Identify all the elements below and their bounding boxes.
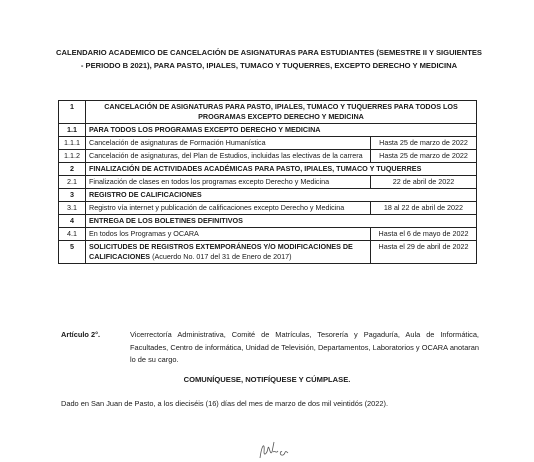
row-number: 1.1.1 bbox=[59, 137, 86, 150]
row-number: 1.1 bbox=[59, 124, 86, 137]
row-number: 2 bbox=[59, 163, 86, 176]
row-date: 22 de abril de 2022 bbox=[371, 176, 477, 189]
row-number: 1 bbox=[59, 101, 86, 124]
article-text: Vicerrectoría Administrativa, Comité de Matrículas, Tesorería y Pagaduría, Aula de Informática, Facultades, Centro de informática, Unidad de Televisión, Departamentos, Laboratorios y OCARA anotaran lo de su cargo. bbox=[130, 330, 479, 365]
row-heading: REGISTRO DE CALIFICACIONES bbox=[86, 189, 477, 202]
row-date: 18 al 22 de abril de 2022 bbox=[371, 202, 477, 215]
row-heading: SOLICITUDES DE REGISTROS EXTEMPORÁNEOS Y/O MODIFICACIONES DE CALIFICACIONES bbox=[89, 242, 353, 261]
table-row bbox=[59, 215, 477, 228]
table-row bbox=[59, 228, 477, 241]
row-description: Cancelación de asignaturas, del Plan de Estudios, incluidas las electivas de la carrera bbox=[86, 150, 371, 163]
closing-statement: COMUNÍQUESE, NOTIFÍQUESE Y CÚMPLASE. bbox=[183, 375, 351, 384]
article-label: Artículo 2°. bbox=[61, 330, 101, 339]
calendar-table bbox=[58, 100, 477, 264]
row-description: En todos los Programas y OCARA bbox=[86, 228, 371, 241]
row-date: Hasta 25 de marzo de 2022 bbox=[371, 137, 477, 150]
signature-icon bbox=[256, 438, 296, 462]
row-description: Registro vía internet y publicación de calificaciones excepto Derecho y Medicina bbox=[86, 202, 371, 215]
row-number: 2.1 bbox=[59, 176, 86, 189]
row-description bbox=[86, 241, 371, 264]
table-row bbox=[59, 202, 477, 215]
table-row bbox=[59, 137, 477, 150]
row-date: Hasta 25 de marzo de 2022 bbox=[371, 150, 477, 163]
table-row bbox=[59, 241, 477, 264]
row-note: (Acuerdo No. 017 del 31 de Enero de 2017) bbox=[152, 252, 292, 261]
row-date: Hasta el 29 de abril de 2022 bbox=[371, 241, 477, 264]
document-title: CALENDARIO ACADEMICO DE CANCELACIÓN DE ASIGNATURAS PARA ESTUDIANTES (SEMESTRE II Y SIGUIENTES - PERIODO B 2021), PARA PASTO, IPIALES, TUMACO Y TUQUERRES, EXCEPTO DERECHO Y MEDICINA bbox=[56, 48, 482, 70]
row-heading: PARA TODOS LOS PROGRAMAS EXCEPTO DERECHO Y MEDICINA bbox=[86, 124, 477, 137]
row-number: 4.1 bbox=[59, 228, 86, 241]
row-date: Hasta el 6 de mayo de 2022 bbox=[371, 228, 477, 241]
row-description: Cancelación de asignaturas de Formación Humanística bbox=[86, 137, 371, 150]
row-number: 3 bbox=[59, 189, 86, 202]
row-number: 1.1.2 bbox=[59, 150, 86, 163]
row-description: Finalización de clases en todos los programas excepto Derecho y Medicina bbox=[86, 176, 371, 189]
article-2 bbox=[61, 329, 479, 367]
table-row bbox=[59, 101, 477, 124]
row-heading: CANCELACIÓN DE ASIGNATURAS PARA PASTO, IPIALES, TUMACO Y TUQUERRES PARA TODOS LOS PROGRAMAS EXCEPTO DERECHO Y MEDICINA bbox=[86, 101, 477, 124]
table-row bbox=[59, 150, 477, 163]
row-number: 4 bbox=[59, 215, 86, 228]
table-row bbox=[59, 189, 477, 202]
dado-statement: Dado en San Juan de Pasto, a los dieciséis (16) días del mes de marzo de dos mil veintidós (2022). bbox=[61, 399, 389, 408]
table-row bbox=[59, 176, 477, 189]
row-heading: ENTREGA DE LOS BOLETINES DEFINITIVOS bbox=[86, 215, 477, 228]
table-row bbox=[59, 163, 477, 176]
table-row bbox=[59, 124, 477, 137]
row-number: 3.1 bbox=[59, 202, 86, 215]
row-heading: FINALIZACIÓN DE ACTIVIDADES ACADÉMICAS PARA PASTO, IPIALES, TUMACO Y TUQUERRES bbox=[86, 163, 477, 176]
row-number: 5 bbox=[59, 241, 86, 264]
